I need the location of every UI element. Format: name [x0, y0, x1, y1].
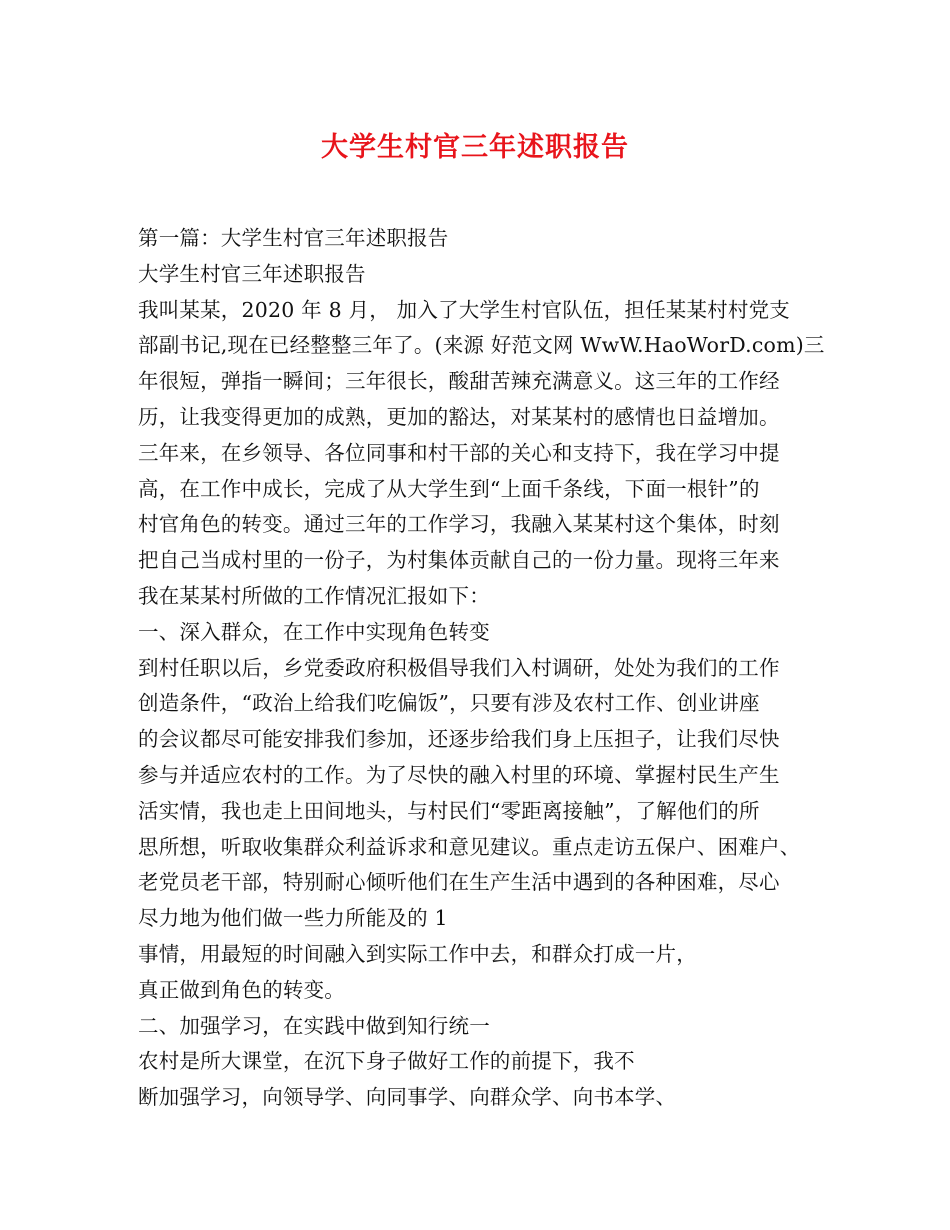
body-line: 事情，用最短的时间融入到实际工作中去，和群众打成一片，	[138, 941, 697, 966]
section-heading: 二、加强学习，在实践中做到知行统一	[138, 1013, 490, 1038]
body-line: 的会议都尽可能安排我们参加，还逐步给我们身上压担子，让我们尽快	[138, 727, 780, 752]
body-line: 我叫某某，2020 年 8 月， 加入了大学生村官队伍，担任某某村村党支	[138, 297, 790, 322]
document-body	[138, 221, 828, 1116]
body-line: 农村是所大课堂，在沉下身子做好工作的前提下，我不	[138, 1049, 635, 1074]
body-line: 到村任职以后，乡党委政府积极倡导我们入村调研，处处为我们的工作	[138, 655, 780, 680]
body-line: 历，让我变得更加的成熟，更加的豁达，对某某村的感情也日益增加。	[138, 404, 780, 429]
body-line: 第一篇：大学生村官三年述职报告	[138, 226, 449, 250]
body-line: 高，在工作中成长，完成了从大学生到“上面千条线，下面一根针”的	[138, 476, 760, 501]
body-line: 尽力地为他们做一些力所能及的 1	[138, 906, 448, 931]
body-line: 大学生村官三年述职报告	[138, 261, 366, 286]
body-line: 我在某某村所做的工作情况汇报如下：	[138, 583, 490, 608]
section-heading: 一、深入群众，在工作中实现角色转变	[138, 619, 490, 644]
body-line: 活实情，我也走上田间地头，与村民们“零距离接触”，了解他们的所	[138, 798, 760, 823]
body-line: 老党员老干部，特别耐心倾听他们在生产生活中遇到的各种困难，尽心	[138, 870, 780, 895]
body-line: 断加强学习，向领导学、向同事学、向群众学、向书本学、	[138, 1085, 677, 1110]
body-line: 部副书记,现在已经整整三年了。(来源 好范文网 WwW.HaoWorD.com)三	[138, 333, 825, 358]
body-line: 村官角色的转变。通过三年的工作学习，我融入某某村这个集体，时刻	[138, 512, 780, 537]
document-title: 大学生村官三年述职报告	[321, 132, 629, 163]
body-line: 创造条件，“政治上给我们吃偏饭”，只要有涉及农村工作、创业讲座	[138, 691, 760, 716]
body-line: 参与并适应农村的工作。为了尽快的融入村里的环境、掌握村民生产生	[138, 762, 780, 787]
body-line: 年很短，弹指一瞬间；三年很长，酸甜苦辣充满意义。这三年的工作经	[138, 369, 780, 394]
body-line: 思所想，听取收集群众利益诉求和意见建议。重点走访五保户、困难户、	[138, 834, 801, 859]
body-line: 真正做到角色的转变。	[138, 977, 345, 1002]
body-line: 三年来，在乡领导、各位同事和村干部的关心和支持下，我在学习中提	[138, 440, 780, 465]
body-line: 把自己当成村里的一份子，为村集体贡献自己的一份力量。现将三年来	[138, 548, 780, 573]
